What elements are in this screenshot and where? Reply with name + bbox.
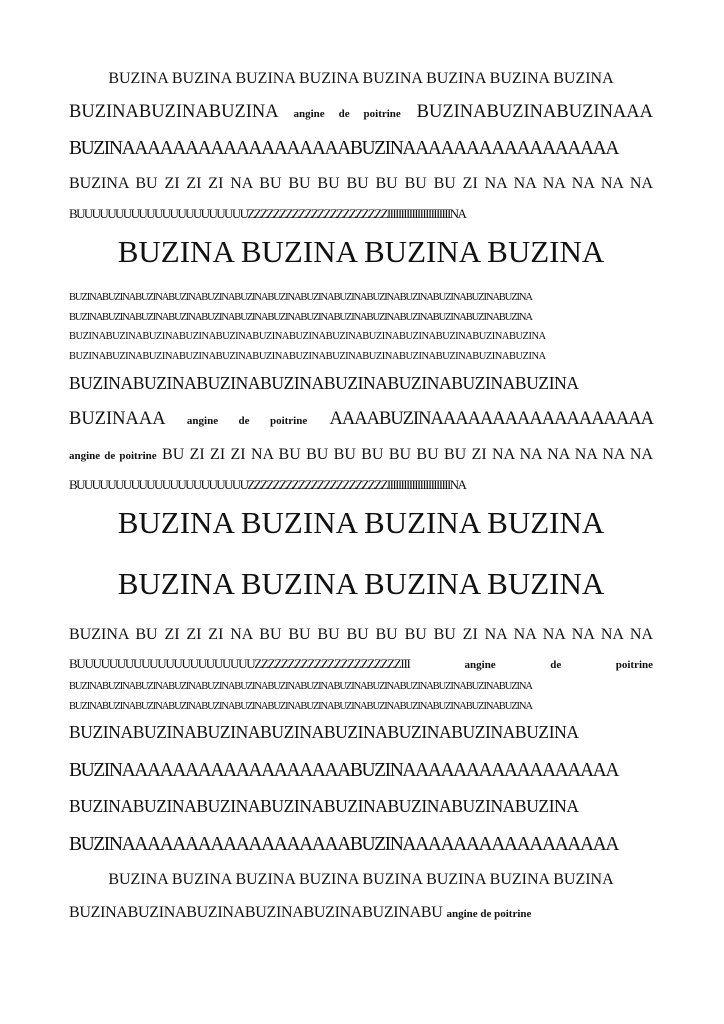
phrase-run: angine de poitrine <box>446 908 532 920</box>
text-run: AAAABUZINAAAAAAAAAAAAAAAAAA <box>329 409 653 429</box>
text-run: BUZINABUZINABUZINAAA <box>416 102 654 122</box>
text-run: BUUUUUUUUUUUUUUUUUUUUUUZZZZZZZZZZZZZZZZZZZZZZIII <box>69 656 410 671</box>
text-line: BUUUUUUUUUUUUUUUUUUUUUUZZZZZZZZZZZZZZZZZZZZZZIIIIIIIIIIIIIIIIIIIIIIINA <box>69 477 466 492</box>
phrase-run: angine de poitrine <box>186 415 308 427</box>
text-line <box>69 447 653 463</box>
text-line <box>69 103 653 122</box>
text-line: BUZINABUZINABUZINABUZINABUZINABUZINABUZINABUZINA <box>69 373 579 393</box>
text-line: BUZINA BUZINA BUZINA BUZINA <box>117 505 605 540</box>
text-line <box>69 905 649 921</box>
text-line: BUZINABUZINABUZINABUZINABUZINABUZINABUZINABUZINABUZINABUZINABUZINABUZINABUZINABUZINA <box>69 681 532 692</box>
text-line: BUZINABUZINABUZINABUZINABUZINABUZINABUZINABUZINABUZINABUZINABUZINABUZINABUZINA <box>69 331 546 342</box>
text-line: BUZINAAAAAAAAAAAAAAAAAABUZINAAAAAAAAAAAAAAAAA <box>69 138 619 159</box>
text-run: BU ZI ZI ZI NA BU BU BU BU BU BU BU ZI NA NA NA NA NA NA <box>162 446 654 463</box>
text-line: BUZINABUZINABUZINABUZINABUZINABUZINABUZINABUZINABUZINABUZINABUZINABUZINABUZINABUZINA <box>69 292 532 303</box>
text-line: BUZINABUZINABUZINABUZINABUZINABUZINABUZINABUZINABUZINABUZINABUZINABUZINABUZINABUZINA <box>69 701 532 712</box>
text-line: BUZINA BUZINA BUZINA BUZINA <box>117 566 605 601</box>
text-line <box>69 657 653 671</box>
phrase-run: angine de poitrine <box>293 108 401 120</box>
text-line: BUZINA BUZINA BUZINA BUZINA BUZINA BUZINA BUZINA BUZINA <box>108 70 614 87</box>
text-line: BUZINA BU ZI ZI ZI NA BU BU BU BU BU BU BU ZI NA NA NA NA NA NA <box>69 175 653 192</box>
text-line: BUZINAAAAAAAAAAAAAAAAAABUZINAAAAAAAAAAAAAAAAA <box>69 760 619 781</box>
text-line: BUUUUUUUUUUUUUUUUUUUUUUZZZZZZZZZZZZZZZZZZZZZZIIIIIIIIIIIIIIIIIIIIIIINA <box>69 206 466 221</box>
text-line: BUZINABUZINABUZINABUZINABUZINABUZINABUZINABUZINABUZINABUZINABUZINABUZINABUZINA <box>69 351 546 362</box>
text-line: BUZINA BUZINA BUZINA BUZINA BUZINA BUZINA BUZINA BUZINA <box>108 871 614 888</box>
phrase-run: angine de poitrine <box>464 659 653 671</box>
text-line: BUZINABUZINABUZINABUZINABUZINABUZINABUZINABUZINA <box>69 796 579 816</box>
text-line: BUZINA BUZINA BUZINA BUZINA <box>117 234 605 269</box>
text-run: BUZINABUZINABUZINABUZINABUZINABUZINABU <box>69 904 443 921</box>
phrase-run: angine de poitrine <box>69 450 157 462</box>
text-line: BUZINABUZINABUZINABUZINABUZINABUZINABUZINABUZINABUZINABUZINABUZINABUZINABUZINABUZINA <box>69 312 532 323</box>
text-line: BUZINAAAAAAAAAAAAAAAAAABUZINAAAAAAAAAAAAAAAAA <box>69 834 619 855</box>
text-line <box>69 410 653 429</box>
text-line: BUZINABUZINABUZINABUZINABUZINABUZINABUZINABUZINA <box>69 722 579 742</box>
text-run: BUZINAAA <box>69 409 165 429</box>
text-run: BUZINABUZINABUZINA <box>69 102 278 122</box>
text-line: BUZINA BU ZI ZI ZI NA BU BU BU BU BU BU BU ZI NA NA NA NA NA NA <box>69 626 653 643</box>
